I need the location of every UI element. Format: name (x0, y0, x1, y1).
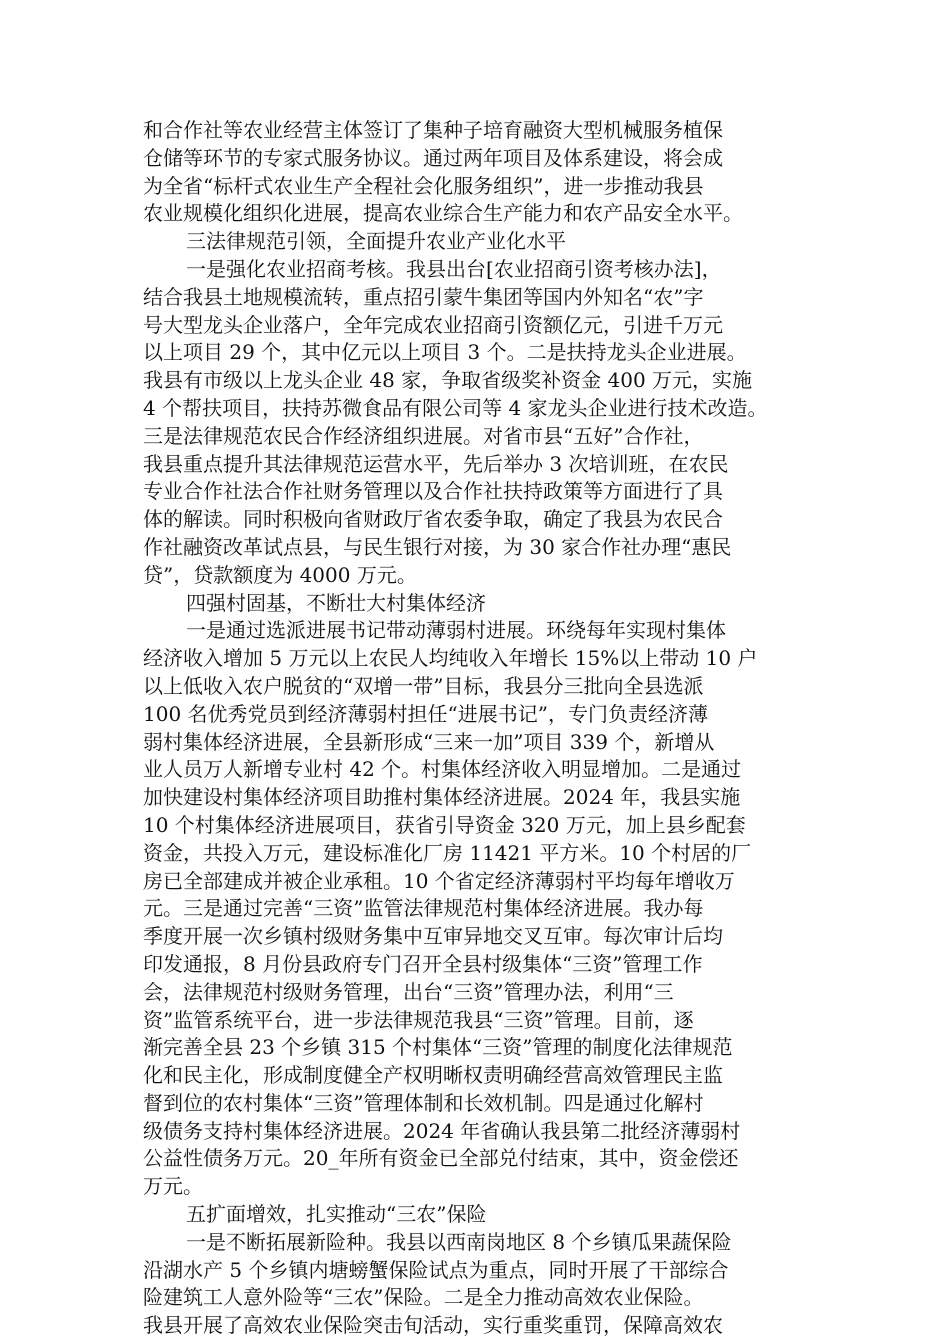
text-line: 为全省“标杆式农业生产全程社会化服务组织”，进一步推动我县 (143, 173, 704, 198)
text-line: 公益性债务万元。20_年所有资金已全部兑付结束，其中，资金偿还 (143, 1146, 739, 1171)
text-line: 贷”，贷款额度为 4000 万元。 (143, 562, 417, 587)
document-body (143, 117, 823, 1340)
paragraph-start-line: 一是强化农业招商考核。我县出台[农业招商引资考核办法]， (186, 256, 722, 281)
text-line: 房已全部建成并被企业承租。10 个省定经济薄弱村平均每年增收万 (143, 868, 735, 893)
text-line: 渐完善全县 23 个乡镇 315 个村集体“三资”管理的制度化法律规范 (143, 1035, 733, 1060)
text-line: 化和民主化，形成制度健全产权明晰权责明确经营高效管理民主监 (143, 1063, 723, 1088)
text-line: 专业合作社法合作社财务管理以及合作社扶持政策等方面进行了具 (143, 479, 723, 504)
text-line: 险建筑工人意外险等“三农”保险。二是全力推动高效农业保险。 (143, 1285, 704, 1310)
paragraph-start-line: 四强村固基，不断壮大村集体经济 (186, 590, 486, 615)
text-line: 和合作社等农业经营主体签订了集种子培育融资大型机械服务植保 (143, 118, 723, 142)
text-line: 农业规模化组织化进展，提高农业综合生产能力和农产品安全水平。 (143, 201, 743, 226)
text-line: 4 个帮扶项目，扶持苏微食品有限公司等 4 家龙头企业进行技术改造。 (143, 395, 768, 420)
text-line: 资金，共投入万元，建设标准化厂房 11421 平方米。10 个村居的厂 (143, 840, 752, 865)
text-line: 仓储等环节的专家式服务协议。通过两年项目及体系建设，将会成 (143, 145, 723, 170)
paragraph-start-line: 一是通过选派进展书记带动薄弱村进展。环绕每年实现村集体 (186, 618, 726, 643)
text-line: 以上项目 29 个，其中亿元以上项目 3 个。二是扶持龙头企业进展。 (143, 340, 747, 365)
text-line: 10 个村集体经济进展项目，获省引导资金 320 万元，加上县乡配套 (143, 812, 746, 837)
text-line: 三是法律规范农民合作经济组织进展。对省市县“五好”合作社， (143, 423, 704, 448)
paragraph-start-line: 五扩面增效，扎实推动“三农”保险 (186, 1202, 487, 1227)
text-line: 加快建设村集体经济项目助推村集体经济进展。2024 年，我县实施 (143, 785, 741, 810)
text-line: 体的解读。同时积极向省财政厅省农委争取，确定了我县为农民合 (143, 507, 723, 532)
text-line: 季度开展一次乡镇村级财务集中互审异地交叉互审。每次审计后均 (143, 924, 723, 949)
text-line: 级债务支持村集体经济进展。2024 年省确认我县第二批经济薄弱村 (143, 1118, 741, 1143)
text-line: 督到位的农村集体“三资”管理体制和长效机制。四是通过化解村 (143, 1090, 704, 1115)
paragraph-start-line: 三法律规范引领，全面提升农业产业化水平 (186, 229, 566, 254)
text-line: 沿湖水产 5 个乡镇内塘螃蟹保险试点为重点，同时开展了干部综合 (143, 1257, 729, 1282)
text-line: 作社融资改革试点县，与民生银行对接，为 30 家合作社办理“惠民 (143, 534, 732, 559)
text-line: 100 名优秀党员到经济薄弱村担任“进展书记”，专门负责经济薄 (143, 701, 708, 726)
text-line: 号大型龙头企业落户，全年完成农业招商引资额亿元，引进千万元 (143, 312, 723, 337)
text-line: 资”监管系统平台，进一步法律规范我县“三资”管理。目前，逐 (143, 1007, 694, 1032)
text-line: 印发通报，8 月份县政府专门召开全县村级集体“三资”管理工作 (143, 951, 703, 976)
text-line: 结合我县土地规模流转，重点招引蒙牛集团等国内外知名“农”字 (143, 284, 704, 309)
text-line: 会，法律规范村级财务管理，出台“三资”管理办法，利用“三 (143, 979, 674, 1004)
text-line: 我县重点提升其法律规范运营水平，先后举办 3 次培训班，在农民 (143, 451, 729, 476)
text-line: 以上低收入农户脱贫的“双增一带”目标，我县分三批向全县选派 (143, 673, 704, 698)
text-line: 业人员万人新增专业村 42 个。村集体经济收入明显增加。二是通过 (143, 757, 742, 782)
text-line: 我县有市级以上龙头企业 48 家，争取省级奖补资金 400 万元，实施 (143, 368, 753, 393)
paragraph-start-line: 一是不断拓展新险种。我县以西南岗地区 8 个乡镇瓜果蔬保险 (186, 1229, 732, 1254)
text-line: 元。三是通过完善“三资”监管法律规范村集体经济进展。我办每 (143, 896, 704, 921)
text-line: 万元。 (143, 1174, 203, 1199)
text-line: 我县开展了高效农业保险突击旬活动，实行重奖重罚，保障高效农 (143, 1313, 723, 1338)
text-line: 经济收入增加 5 万元以上农民人均纯收入年增长 15%以上带动 10 户 (143, 646, 758, 671)
text-line: 弱村集体经济进展，全县新形成“三来一加”项目 339 个，新增从 (143, 729, 715, 754)
